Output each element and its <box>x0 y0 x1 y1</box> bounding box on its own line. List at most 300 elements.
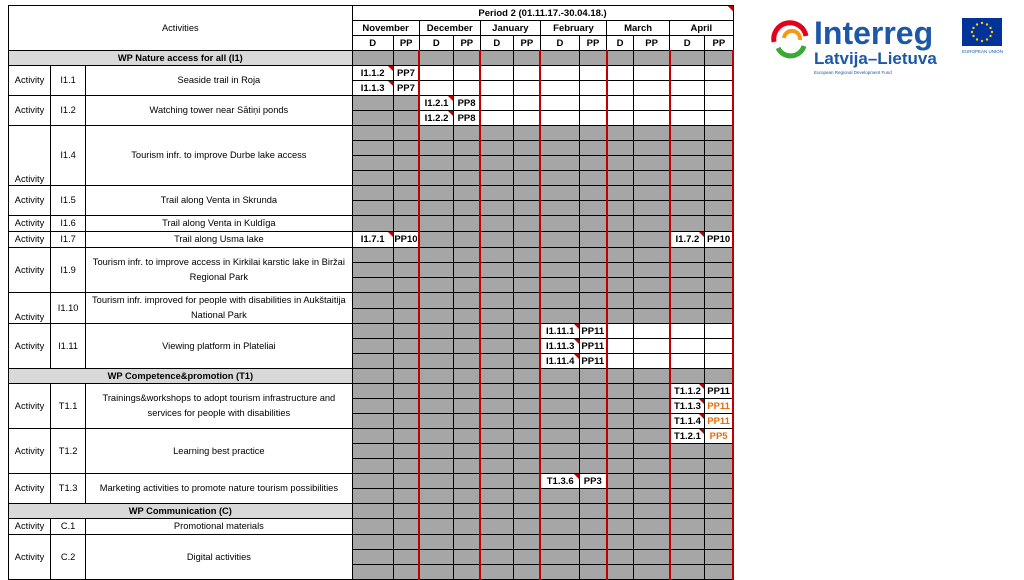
timeline-cell <box>352 171 393 186</box>
timeline-cell <box>670 519 705 535</box>
timeline-cell <box>513 369 540 384</box>
timeline-cell <box>579 489 606 504</box>
comment-marker-icon <box>699 384 704 389</box>
activity-id: C.2 <box>51 535 86 580</box>
timeline-cell-empty <box>705 354 733 369</box>
timeline-cell <box>634 186 670 201</box>
table-row <box>9 66 734 81</box>
timeline-cell <box>705 519 733 535</box>
timeline-cell <box>393 201 419 216</box>
activity-name: Seaside trail in Roja <box>86 66 352 96</box>
entry-partner: PP5 <box>705 429 733 444</box>
timeline-cell <box>480 550 513 565</box>
timeline-cell <box>705 565 733 580</box>
comment-marker-icon <box>699 399 704 404</box>
timeline-cell <box>453 399 480 414</box>
month-march: March <box>607 21 670 36</box>
table-row <box>9 232 734 248</box>
timeline-cell <box>705 459 733 474</box>
timeline-cell <box>453 565 480 580</box>
timeline-cell-empty <box>419 66 453 81</box>
timeline-cell <box>540 171 579 186</box>
timeline-cell <box>393 156 419 171</box>
comment-marker-icon <box>574 339 579 344</box>
table-row <box>9 519 734 535</box>
timeline-cell <box>419 201 453 216</box>
timeline-cell <box>393 278 419 293</box>
entry-partner: PP10 <box>393 232 419 248</box>
timeline-cell-empty <box>540 66 579 81</box>
timeline-cell <box>705 201 733 216</box>
timeline-cell <box>419 474 453 489</box>
activity-name: Marketing activities to promote nature tourism possibilities <box>86 474 352 504</box>
timeline-cell <box>540 459 579 474</box>
col-d: D <box>419 36 453 51</box>
timeline-cell <box>705 51 733 66</box>
timeline-cell <box>670 186 705 201</box>
section-row <box>9 51 734 66</box>
eu-text: EUROPEAN UNION <box>962 49 1004 54</box>
timeline-cell <box>480 429 513 444</box>
timeline-cell <box>419 293 453 309</box>
timeline-cell-empty <box>634 66 670 81</box>
table-row <box>9 186 734 201</box>
gantt-table <box>8 5 734 580</box>
timeline-cell <box>393 171 419 186</box>
timeline-cell <box>352 186 393 201</box>
timeline-cell <box>352 324 393 339</box>
timeline-cell <box>540 278 579 293</box>
timeline-cell <box>419 263 453 278</box>
entry-code: T1.1.3 <box>670 399 705 414</box>
comment-marker-icon <box>448 96 453 101</box>
comment-marker-icon <box>699 429 704 434</box>
timeline-cell <box>579 156 606 171</box>
timeline-cell-empty <box>579 111 606 126</box>
activity-id: I1.4 <box>51 126 86 186</box>
timeline-cell <box>419 339 453 354</box>
timeline-cell <box>540 429 579 444</box>
timeline-cell <box>513 51 540 66</box>
timeline-cell <box>480 324 513 339</box>
timeline-cell <box>705 216 733 232</box>
timeline-cell-empty <box>540 96 579 111</box>
timeline-cell <box>607 565 634 580</box>
timeline-cell <box>634 171 670 186</box>
timeline-cell <box>670 156 705 171</box>
timeline-cell <box>705 126 733 141</box>
timeline-cell <box>480 216 513 232</box>
timeline-cell-empty <box>540 81 579 96</box>
timeline-cell <box>352 156 393 171</box>
col-pp: PP <box>705 36 733 51</box>
timeline-cell <box>540 186 579 201</box>
activity-id: I1.2 <box>51 96 86 126</box>
activity-id: I1.5 <box>51 186 86 216</box>
timeline-cell <box>634 399 670 414</box>
timeline-cell-empty <box>480 66 513 81</box>
timeline-cell <box>393 308 419 324</box>
timeline-cell <box>607 201 634 216</box>
timeline-cell <box>480 156 513 171</box>
timeline-cell <box>419 414 453 429</box>
timeline-cell <box>419 459 453 474</box>
timeline-cell <box>513 535 540 550</box>
timeline-cell <box>453 354 480 369</box>
timeline-cell <box>607 444 634 459</box>
timeline-cell <box>579 201 606 216</box>
timeline-cell <box>480 278 513 293</box>
timeline-cell <box>480 186 513 201</box>
entry-code: I1.1.2 <box>352 66 393 81</box>
entry-partner: PP3 <box>579 474 606 489</box>
timeline-cell <box>670 51 705 66</box>
timeline-cell <box>607 399 634 414</box>
timeline-cell <box>352 293 393 309</box>
timeline-cell <box>453 293 480 309</box>
timeline-cell-empty <box>670 324 705 339</box>
timeline-cell <box>453 51 480 66</box>
timeline-cell <box>540 141 579 156</box>
timeline-cell <box>393 96 419 111</box>
activity-name: Viewing platform in Plateliai <box>86 324 352 369</box>
timeline-cell <box>393 474 419 489</box>
timeline-cell <box>670 474 705 489</box>
timeline-cell <box>480 535 513 550</box>
timeline-cell-empty <box>513 81 540 96</box>
timeline-cell <box>513 414 540 429</box>
timeline-cell <box>634 232 670 248</box>
timeline-cell-empty <box>607 324 634 339</box>
comment-marker-icon <box>574 474 579 479</box>
timeline-cell <box>634 156 670 171</box>
entry-code: I1.2.1 <box>419 96 453 111</box>
timeline-cell <box>634 444 670 459</box>
timeline-cell <box>393 384 419 399</box>
timeline-cell <box>705 156 733 171</box>
comment-marker-icon <box>448 111 453 116</box>
timeline-cell <box>579 308 606 324</box>
comment-marker-icon <box>699 414 704 419</box>
timeline-cell <box>670 293 705 309</box>
timeline-cell <box>670 201 705 216</box>
timeline-cell <box>419 504 453 519</box>
entry-code: I1.1.3 <box>352 81 393 96</box>
timeline-cell <box>513 126 540 141</box>
timeline-cell <box>670 126 705 141</box>
timeline-cell <box>453 550 480 565</box>
timeline-cell <box>705 489 733 504</box>
month-april: April <box>670 21 733 36</box>
timeline-cell <box>352 414 393 429</box>
timeline-cell <box>352 535 393 550</box>
timeline-cell <box>393 354 419 369</box>
timeline-cell <box>453 171 480 186</box>
timeline-cell <box>634 51 670 66</box>
timeline-cell <box>540 369 579 384</box>
timeline-cell <box>670 535 705 550</box>
entry-partner: PP11 <box>705 399 733 414</box>
timeline-cell <box>540 216 579 232</box>
table-row <box>9 535 734 550</box>
entry-partner: PP7 <box>393 66 419 81</box>
timeline-cell-empty <box>670 66 705 81</box>
timeline-cell <box>480 414 513 429</box>
program-text: Latvija–Lietuva <box>814 49 937 68</box>
timeline-cell <box>419 324 453 339</box>
activity-name: Tourism infr. to improve Durbe lake access <box>86 126 352 186</box>
timeline-cell <box>513 550 540 565</box>
timeline-cell <box>705 293 733 309</box>
entry-code: I1.11.3 <box>540 339 579 354</box>
timeline-cell <box>634 126 670 141</box>
timeline-cell <box>419 171 453 186</box>
timeline-cell <box>579 414 606 429</box>
timeline-cell <box>634 459 670 474</box>
col-pp: PP <box>634 36 670 51</box>
timeline-cell <box>607 232 634 248</box>
table-row <box>9 429 734 444</box>
timeline-cell-empty <box>579 66 606 81</box>
timeline-cell <box>513 489 540 504</box>
timeline-cell <box>419 519 453 535</box>
timeline-cell <box>393 535 419 550</box>
swirl-orange-icon <box>784 31 800 40</box>
timeline-cell <box>670 308 705 324</box>
interreg-logo-graphic <box>770 12 1016 78</box>
timeline-cell <box>540 519 579 535</box>
timeline-cell <box>513 293 540 309</box>
timeline-cell <box>419 535 453 550</box>
timeline-cell <box>419 565 453 580</box>
activity-name: Tourism infr. to improve access in Kirkilai karstic lake in Biržai Regional Park <box>86 248 352 293</box>
activity-id: I1.6 <box>51 216 86 232</box>
entry-partner: PP10 <box>705 232 733 248</box>
timeline-cell <box>352 248 393 263</box>
timeline-cell <box>705 278 733 293</box>
timeline-cell <box>705 308 733 324</box>
timeline-cell <box>705 444 733 459</box>
activity-type: Activity <box>9 126 51 186</box>
timeline-cell <box>352 216 393 232</box>
timeline-cell <box>670 565 705 580</box>
col-pp: PP <box>513 36 540 51</box>
timeline-cell <box>453 519 480 535</box>
col-d: D <box>607 36 634 51</box>
timeline-cell <box>453 278 480 293</box>
col-d: D <box>670 36 705 51</box>
timeline-cell-empty <box>453 81 480 96</box>
timeline-cell <box>453 126 480 141</box>
section-title: WP Nature access for all (I1) <box>9 51 353 66</box>
timeline-cell <box>480 369 513 384</box>
timeline-cell <box>607 263 634 278</box>
timeline-cell <box>480 263 513 278</box>
timeline-cell <box>453 384 480 399</box>
entry-code: I1.11.1 <box>540 324 579 339</box>
entry-partner: PP8 <box>453 111 480 126</box>
timeline-cell <box>540 489 579 504</box>
timeline-cell <box>513 216 540 232</box>
timeline-cell <box>453 324 480 339</box>
entry-code: I1.11.4 <box>540 354 579 369</box>
comment-marker-icon <box>699 232 704 237</box>
timeline-cell-empty <box>634 339 670 354</box>
month-january: January <box>480 21 540 36</box>
timeline-cell <box>513 354 540 369</box>
timeline-cell <box>579 293 606 309</box>
activity-id: T1.2 <box>51 429 86 474</box>
timeline-cell <box>607 156 634 171</box>
timeline-cell <box>352 504 393 519</box>
timeline-cell <box>634 429 670 444</box>
timeline-cell <box>352 141 393 156</box>
timeline-cell <box>607 308 634 324</box>
month-december: December <box>419 21 480 36</box>
timeline-cell <box>513 565 540 580</box>
timeline-cell <box>352 489 393 504</box>
timeline-cell <box>579 278 606 293</box>
entry-code: I1.2.2 <box>419 111 453 126</box>
activity-type: Activity <box>9 384 51 429</box>
timeline-cell <box>453 339 480 354</box>
timeline-cell <box>419 399 453 414</box>
activities-header: Activities <box>9 6 353 51</box>
timeline-cell <box>579 126 606 141</box>
timeline-cell-empty <box>607 66 634 81</box>
timeline-cell <box>352 126 393 141</box>
timeline-cell <box>670 550 705 565</box>
timeline-cell-empty <box>634 96 670 111</box>
timeline-cell <box>419 278 453 293</box>
activity-name: Promotional materials <box>86 519 352 535</box>
timeline-cell <box>634 550 670 565</box>
timeline-cell-empty <box>705 66 733 81</box>
entry-code: T1.2.1 <box>670 429 705 444</box>
timeline-cell <box>393 51 419 66</box>
timeline-cell <box>705 504 733 519</box>
timeline-cell <box>634 535 670 550</box>
timeline-cell <box>540 263 579 278</box>
activity-type: Activity <box>9 519 51 535</box>
timeline-cell <box>579 444 606 459</box>
timeline-cell <box>607 216 634 232</box>
timeline-cell-empty <box>579 81 606 96</box>
entry-partner: PP11 <box>579 324 606 339</box>
timeline-cell <box>540 308 579 324</box>
timeline-cell <box>419 186 453 201</box>
timeline-cell <box>540 414 579 429</box>
timeline-cell <box>393 489 419 504</box>
timeline-cell <box>480 459 513 474</box>
entry-code: T1.3.6 <box>540 474 579 489</box>
timeline-cell <box>352 429 393 444</box>
timeline-cell <box>480 444 513 459</box>
timeline-cell <box>705 550 733 565</box>
timeline-cell <box>540 201 579 216</box>
timeline-cell <box>393 399 419 414</box>
fund-text: European Regional Development Fund <box>814 70 892 75</box>
timeline-cell <box>607 171 634 186</box>
timeline-cell <box>453 489 480 504</box>
timeline-cell <box>513 278 540 293</box>
timeline-cell <box>352 51 393 66</box>
timeline-cell <box>607 489 634 504</box>
timeline-cell <box>352 308 393 324</box>
timeline-cell <box>540 232 579 248</box>
timeline-cell <box>634 489 670 504</box>
timeline-cell-empty <box>453 66 480 81</box>
timeline-cell-empty <box>480 96 513 111</box>
entry-partner: PP11 <box>579 339 606 354</box>
timeline-cell <box>480 126 513 141</box>
timeline-cell <box>453 444 480 459</box>
timeline-cell <box>393 414 419 429</box>
timeline-cell <box>393 519 419 535</box>
timeline-cell <box>670 459 705 474</box>
timeline-cell <box>579 171 606 186</box>
col-pp: PP <box>393 36 419 51</box>
timeline-cell-empty <box>513 111 540 126</box>
table-row <box>9 126 734 141</box>
timeline-cell <box>453 474 480 489</box>
timeline-cell-empty <box>670 81 705 96</box>
timeline-cell-empty <box>607 81 634 96</box>
activity-name: Trail along Venta in Skrunda <box>86 186 352 216</box>
timeline-cell <box>480 51 513 66</box>
timeline-cell-empty <box>607 339 634 354</box>
timeline-cell-empty <box>607 96 634 111</box>
timeline-cell <box>607 186 634 201</box>
col-pp: PP <box>579 36 606 51</box>
timeline-cell <box>393 550 419 565</box>
timeline-cell <box>540 504 579 519</box>
table-row <box>9 324 734 339</box>
timeline-cell <box>419 51 453 66</box>
timeline-cell <box>579 141 606 156</box>
timeline-cell-empty <box>634 354 670 369</box>
timeline-cell <box>579 186 606 201</box>
timeline-cell <box>579 384 606 399</box>
timeline-cell <box>513 444 540 459</box>
timeline-cell <box>453 263 480 278</box>
timeline-cell <box>453 308 480 324</box>
table-row <box>9 293 734 309</box>
entry-partner: PP11 <box>579 354 606 369</box>
activity-name: Digital activities <box>86 535 352 580</box>
timeline-cell <box>352 111 393 126</box>
activity-name: Watching tower near Sātiņi ponds <box>86 96 352 126</box>
timeline-cell <box>419 308 453 324</box>
timeline-cell <box>540 126 579 141</box>
period-header: Period 2 (01.11.17.-30.04.18.) <box>352 6 733 21</box>
timeline-cell <box>670 141 705 156</box>
timeline-cell <box>607 504 634 519</box>
timeline-cell <box>540 156 579 171</box>
timeline-cell <box>352 201 393 216</box>
activity-type: Activity <box>9 232 51 248</box>
timeline-cell-empty <box>480 81 513 96</box>
timeline-cell <box>607 384 634 399</box>
timeline-cell <box>453 186 480 201</box>
activity-type: Activity <box>9 96 51 126</box>
timeline-cell <box>670 278 705 293</box>
timeline-cell <box>579 565 606 580</box>
activity-type: Activity <box>9 535 51 580</box>
timeline-cell <box>513 399 540 414</box>
timeline-cell <box>513 248 540 263</box>
timeline-cell <box>480 248 513 263</box>
